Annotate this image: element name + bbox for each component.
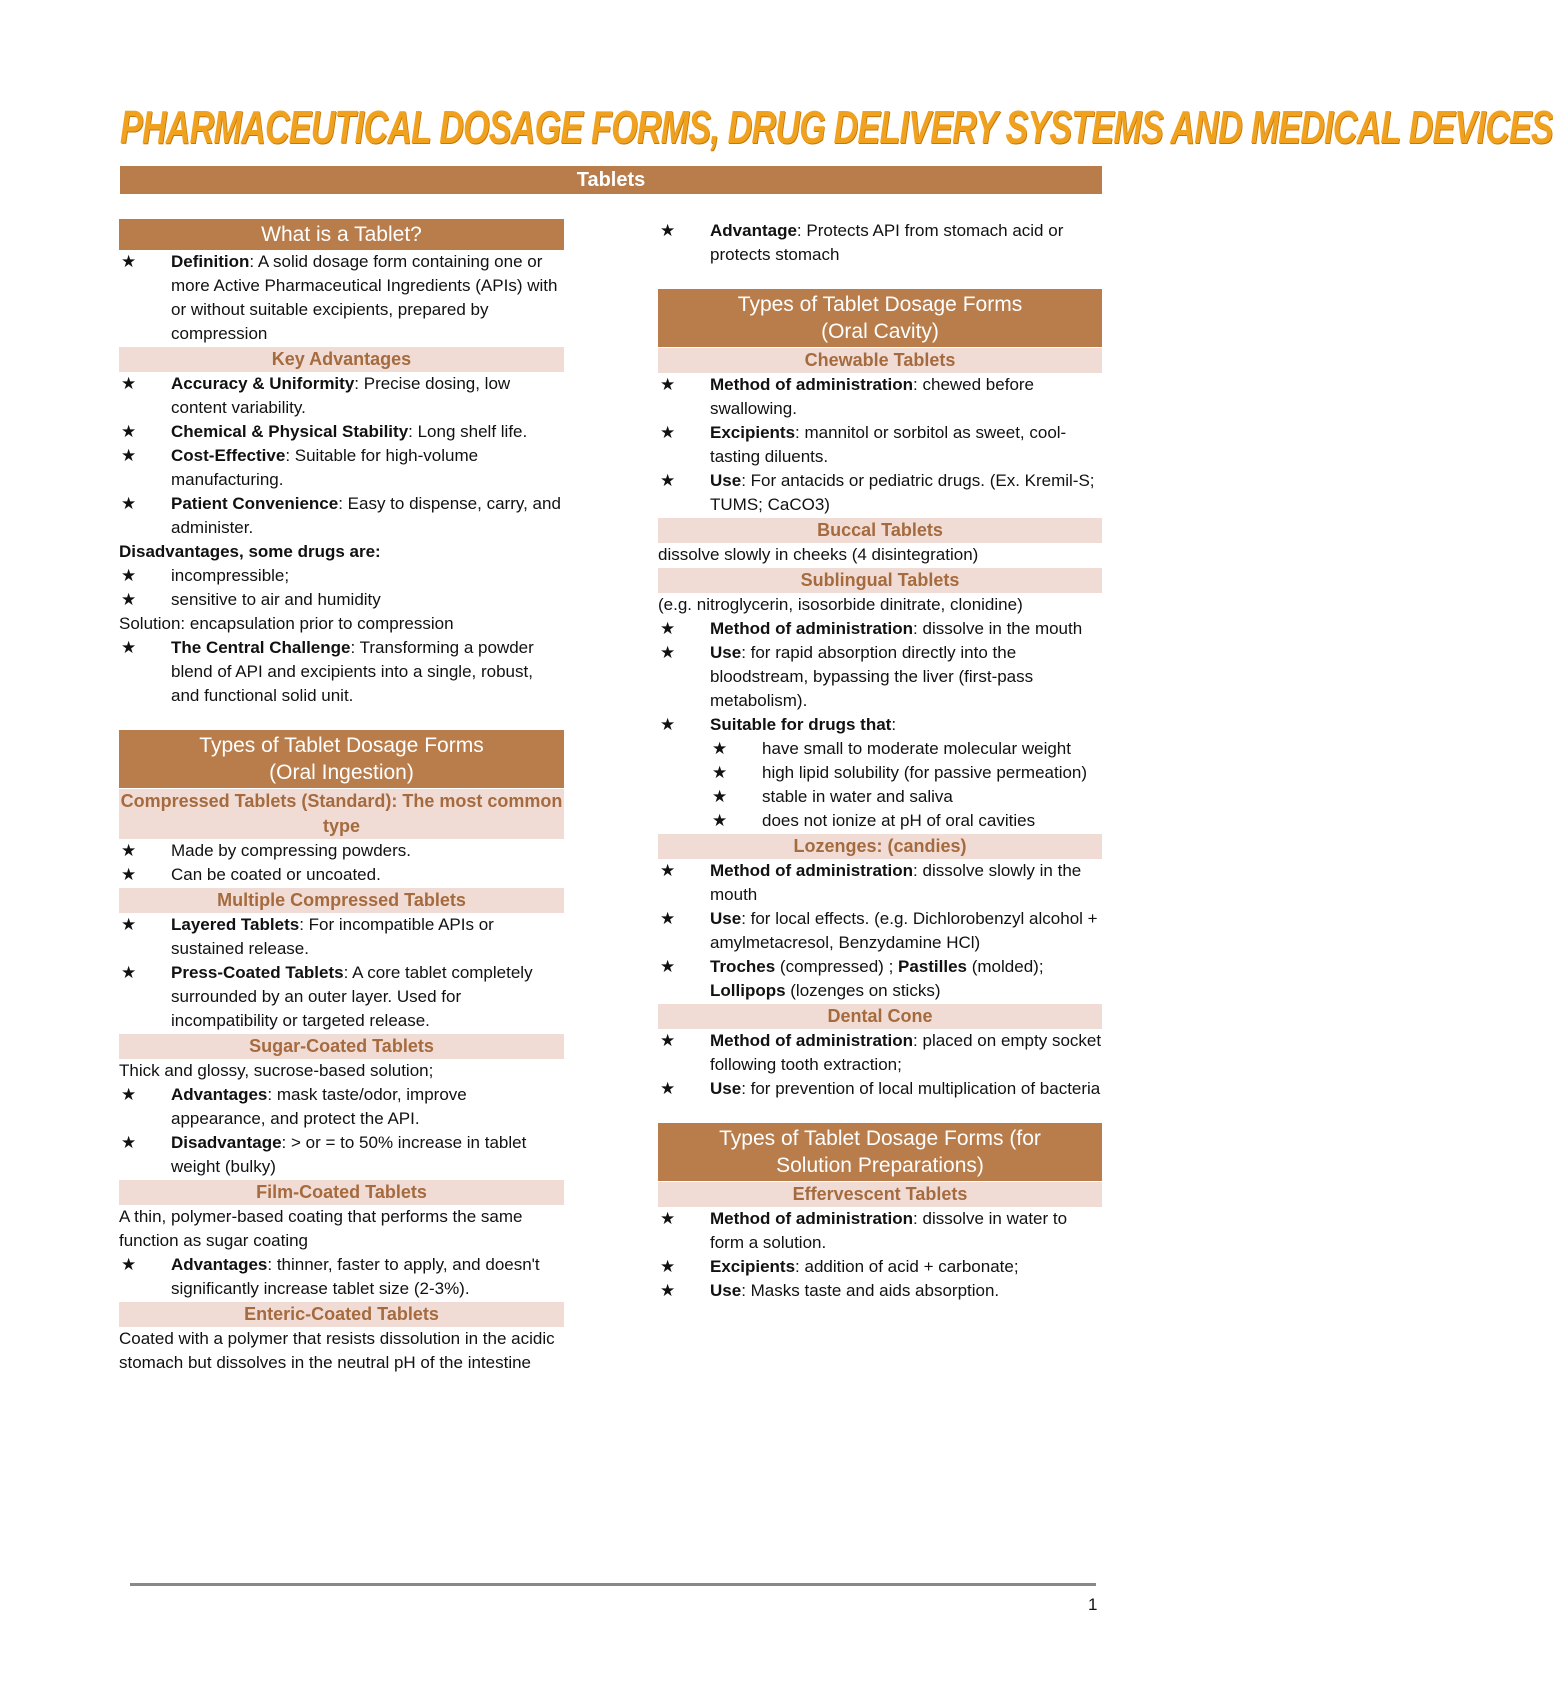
section-header: Types of Tablet Dosage Forms (Oral Ingestion) bbox=[119, 730, 564, 788]
bullet-item: ★ Chemical & Physical Stability: Long shelf life. bbox=[119, 420, 564, 444]
star-icon: ★ bbox=[121, 566, 137, 585]
bullet-item: ★ Use: Masks taste and aids absorption. bbox=[658, 1279, 1102, 1303]
bullet-item: ★ Use: for local effects. (e.g. Dichlorobenzyl alcohol + amylmetacresol, Benzydamine HCl) bbox=[660, 909, 1098, 952]
subsection-header: Sublingual Tablets bbox=[658, 568, 1102, 593]
solution-text: Solution: encapsulation prior to compression bbox=[119, 614, 454, 633]
bullet-item: ★ Use: For antacids or pediatric drugs. (Ex. Kremil-S; TUMS; CaCO3) bbox=[660, 471, 1095, 514]
star-icon: ★ bbox=[121, 963, 137, 982]
bullet-item: ★ Method of administration: dissolve in water to form a solution. bbox=[660, 1209, 1068, 1252]
section-title-bar: Tablets bbox=[120, 166, 1102, 194]
bullet-item: ★ incompressible; bbox=[119, 564, 564, 588]
star-icon: ★ bbox=[121, 1255, 137, 1274]
subsection-header: Sugar-Coated Tablets bbox=[119, 1034, 564, 1059]
star-icon: ★ bbox=[660, 1209, 676, 1228]
bullet-item: ★ Advantage: Protects API from stomach acid or protects stomach bbox=[660, 221, 1064, 264]
page-number: 1 bbox=[1088, 1595, 1098, 1614]
paragraph: A thin, polymer-based coating that performs the same function as sugar coating bbox=[119, 1207, 523, 1250]
star-icon: ★ bbox=[121, 422, 137, 441]
bullet-item: ★ Definition: A solid dosage form containing one or more Active Pharmaceutical Ingredients (APIs) with or without suitable excipients, prepared by compression bbox=[121, 252, 558, 343]
star-icon: ★ bbox=[121, 494, 137, 513]
star-icon: ★ bbox=[121, 865, 137, 884]
nested-bullet-item: ★ stable in water and saliva bbox=[658, 785, 1102, 809]
subsection-header: Multiple Compressed Tablets bbox=[119, 888, 564, 913]
star-icon: ★ bbox=[712, 763, 728, 782]
bullet-item: ★ Advantages: thinner, faster to apply, and doesn't significantly increase tablet size (2-3%). bbox=[121, 1255, 540, 1298]
star-icon: ★ bbox=[660, 221, 676, 240]
bullet-item: ★ Excipients: addition of acid + carbonate; bbox=[658, 1255, 1102, 1279]
star-icon: ★ bbox=[712, 787, 728, 806]
subsection-header: Lozenges: (candies) bbox=[658, 834, 1102, 859]
star-icon: ★ bbox=[121, 638, 137, 657]
bullet-item: ★ Cost-Effective: Suitable for high-volume manufacturing. bbox=[121, 446, 479, 489]
star-icon: ★ bbox=[121, 252, 137, 271]
bullet-item: ★ The Central Challenge: Transforming a powder blend of API and excipients into a single, robust, and functional solid unit. bbox=[121, 638, 534, 705]
document-title: PHARMACEUTICAL DOSAGE FORMS, DRUG DELIVERY SYSTEMS AND MEDICAL DEVICES bbox=[120, 101, 1553, 153]
subsection-header: Chewable Tablets bbox=[658, 348, 1102, 373]
bullet-item: ★ Use: for prevention of local multiplication of bacteria bbox=[658, 1077, 1102, 1101]
bullet-item: ★ Layered Tablets: For incompatible APIs or sustained release. bbox=[121, 915, 494, 958]
paragraph: (e.g. nitroglycerin, isosorbide dinitrate, clonidine) bbox=[658, 595, 1023, 614]
subsection-header: Buccal Tablets bbox=[658, 518, 1102, 543]
star-icon: ★ bbox=[660, 375, 676, 394]
section-header: Types of Tablet Dosage Forms (Oral Cavity) bbox=[658, 289, 1102, 347]
section-header: Types of Tablet Dosage Forms (for Solution Preparations) bbox=[658, 1123, 1102, 1181]
star-icon: ★ bbox=[660, 861, 676, 880]
star-icon: ★ bbox=[660, 715, 676, 734]
paragraph: Thick and glossy, sucrose-based solution; bbox=[119, 1061, 434, 1080]
bullet-item: ★ Method of administration: dissolve slowly in the mouth bbox=[660, 861, 1082, 904]
star-icon: ★ bbox=[121, 915, 137, 934]
subsection-header: Enteric-Coated Tablets bbox=[119, 1302, 564, 1327]
right-column bbox=[658, 219, 1102, 1303]
star-icon: ★ bbox=[660, 643, 676, 662]
star-icon: ★ bbox=[712, 811, 728, 830]
subsection-header: Dental Cone bbox=[658, 1004, 1102, 1029]
star-icon: ★ bbox=[121, 1133, 137, 1152]
bullet-item: ★ Method of administration: chewed before swallowing. bbox=[660, 375, 1035, 418]
subsection-header: Effervescent Tablets bbox=[658, 1182, 1102, 1207]
subsection-header: Film-Coated Tablets bbox=[119, 1180, 564, 1205]
bullet-item: ★ Method of administration: dissolve in the mouth bbox=[658, 617, 1102, 641]
bullet-item: ★ Press-Coated Tablets: A core tablet completely surrounded by an outer layer. Used for incompatibility or targeted release. bbox=[121, 963, 533, 1030]
bullet-item: ★ Made by compressing powders. bbox=[119, 839, 564, 863]
star-icon: ★ bbox=[660, 1079, 676, 1098]
star-icon: ★ bbox=[121, 590, 137, 609]
star-icon: ★ bbox=[121, 446, 137, 465]
left-column bbox=[119, 219, 564, 1375]
star-icon: ★ bbox=[660, 471, 676, 490]
section-header: What is a Tablet? bbox=[119, 219, 564, 250]
disadvantages-intro: Disadvantages, some drugs are: bbox=[119, 542, 381, 561]
bullet-item: ★ sensitive to air and humidity bbox=[119, 588, 564, 612]
bullet-item: ★ Disadvantage: > or = to 50% increase in tablet weight (bulky) bbox=[121, 1133, 527, 1176]
star-icon: ★ bbox=[660, 957, 676, 976]
bullet-item: ★ Patient Convenience: Easy to dispense, carry, and administer. bbox=[121, 494, 561, 537]
star-icon: ★ bbox=[660, 909, 676, 928]
nested-bullet-item: ★ does not ionize at pH of oral cavities bbox=[658, 809, 1102, 833]
nested-bullet-item: ★ high lipid solubility (for passive permeation) bbox=[658, 761, 1102, 785]
bullet-item: ★ Excipients: mannitol or sorbitol as sweet, cool-tasting diluents. bbox=[660, 423, 1067, 466]
bullet-item: ★ Troches (compressed) ; Pastilles (molded); Lollipops (lozenges on sticks) bbox=[660, 957, 1044, 1000]
bullet-item: ★ Use: for rapid absorption directly into the bloodstream, bypassing the liver (first-pass metabolism). bbox=[660, 643, 1034, 710]
bullet-item: ★ Method of administration: placed on empty socket following tooth extraction; bbox=[660, 1031, 1102, 1074]
paragraph: Coated with a polymer that resists dissolution in the acidic stomach but dissolves in the neutral pH of the intestine bbox=[119, 1329, 555, 1372]
bullet-item: ★ Suitable for drugs that: bbox=[658, 713, 1102, 737]
bullet-item: ★ Advantages: mask taste/odor, improve appearance, and protect the API. bbox=[121, 1085, 467, 1128]
footer-divider bbox=[130, 1583, 1096, 1586]
subsection-header: Compressed Tablets (Standard): The most common type bbox=[119, 789, 564, 839]
subsection-header: Key Advantages bbox=[119, 347, 564, 372]
paragraph: dissolve slowly in cheeks (4 disintegration) bbox=[658, 545, 979, 564]
star-icon: ★ bbox=[712, 739, 728, 758]
star-icon: ★ bbox=[121, 374, 137, 393]
star-icon: ★ bbox=[121, 1085, 137, 1104]
star-icon: ★ bbox=[121, 841, 137, 860]
star-icon: ★ bbox=[660, 423, 676, 442]
bullet-item: ★ Can be coated or uncoated. bbox=[119, 863, 564, 887]
star-icon: ★ bbox=[660, 619, 676, 638]
star-icon: ★ bbox=[660, 1031, 676, 1050]
star-icon: ★ bbox=[660, 1257, 676, 1276]
star-icon: ★ bbox=[660, 1281, 676, 1300]
nested-bullet-item: ★ have small to moderate molecular weight bbox=[658, 737, 1102, 761]
bullet-item: ★ Accuracy & Uniformity: Precise dosing, low content variability. bbox=[121, 374, 511, 417]
